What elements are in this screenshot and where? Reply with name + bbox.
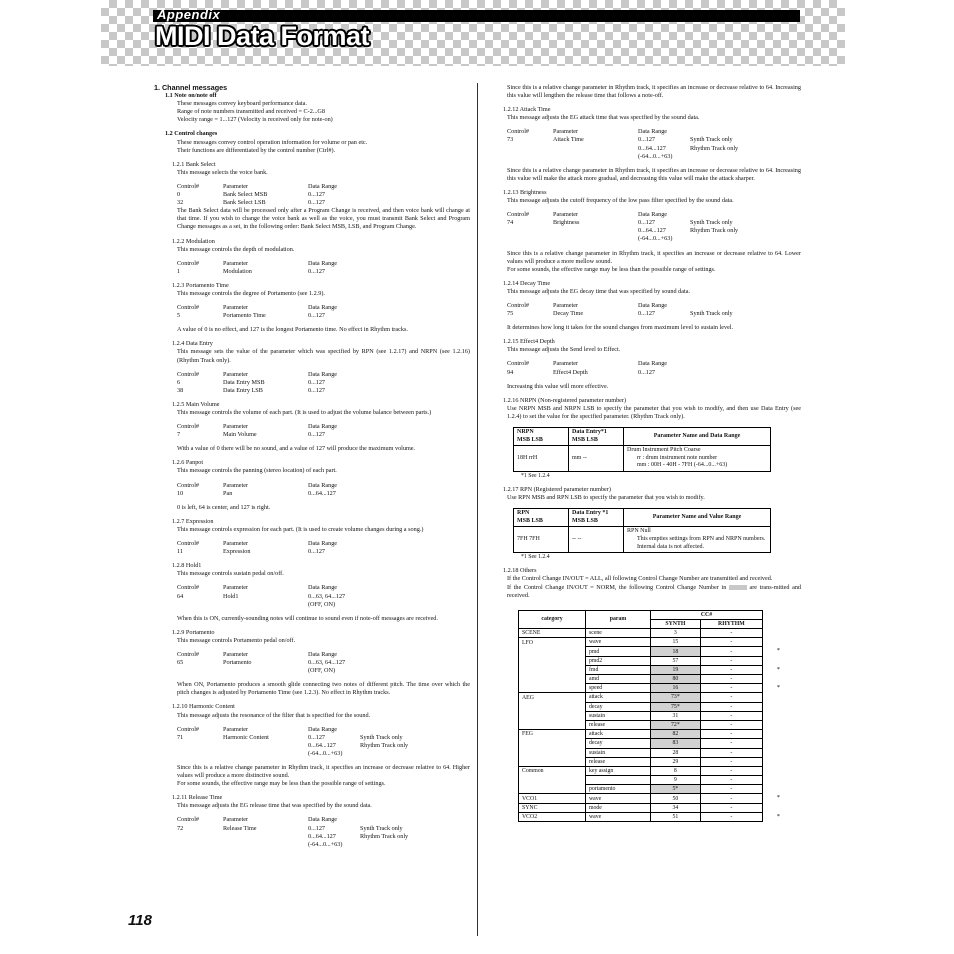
cc-category-cell: AEG [519, 693, 586, 702]
cc-note-star: * [776, 812, 780, 820]
cc-rhythm-cell: - [700, 656, 762, 665]
cc-rhythm-cell: - [700, 675, 762, 684]
item-desc: This message controls the depth of modulation. [177, 245, 295, 253]
cc-header-param: param [586, 610, 651, 628]
item-desc: If the Control Change IN/OUT = NORM, the following Control Change Number in are trans-mitted and received. [507, 583, 802, 599]
item-title: 1.2.4 Data Entry [172, 340, 213, 348]
left-column [150, 84, 470, 849]
cc-param-cell: sustain [586, 748, 651, 757]
cc-rhythm-cell: - * [700, 684, 762, 693]
subsection-heading: 1.1 Note on/note off [165, 92, 217, 100]
item-desc: This message adjusts the EG release time that was specified by the sound data. [177, 802, 372, 810]
cc-table-row [519, 766, 763, 775]
item-note: When ON, Portamento produces a smooth glide connecting two notes of different pitch. The time over which the pitch changes is adjusted by Portamento Time (see 1.2.3). No effect in Rhythm tracks. [177, 681, 470, 697]
cc-category-cell: Common [519, 766, 586, 775]
cc-param-cell: attack [586, 693, 651, 702]
cc-category-cell: VCO1 [519, 794, 586, 803]
item-note: A value of 0 is no effect, and 127 is the longest Portamento time. No effect in Rhythm tracks. [177, 326, 408, 334]
cc-param-cell: attack [586, 730, 651, 739]
cc-param-cell: wave [586, 812, 651, 821]
cc-rhythm-cell: - [700, 638, 762, 647]
cc-rhythm-cell: - [700, 629, 762, 638]
item-desc: If the Control Change IN/OUT = ALL, all following Control Change Number are transmitted and received. [507, 575, 773, 583]
item-note: It determines how long it takes for the sound changes from maximum level to sustain level. [507, 324, 734, 332]
cc-category-cell [519, 748, 586, 757]
cc-table-row [519, 675, 763, 684]
cc-rhythm-cell: - [700, 748, 762, 757]
cc-synth-cell: 8 [651, 766, 701, 775]
cc-table-row [519, 720, 763, 729]
item-desc: This message adjusts the Send level to Effect. [507, 346, 621, 354]
control-table: Control# Parameter Data Range 64 Hold1 0...63, 64...127 (OFF, ON) [177, 584, 346, 608]
cc-synth-cell: 31 [651, 711, 701, 720]
cc-rhythm-cell: - [700, 730, 762, 739]
cc-category-cell [519, 757, 586, 766]
item-title: 1.2.14 Decay Time [503, 279, 551, 287]
control-table: Control# Parameter Data Range 72 Release Time 0...127 Synth Track only 0...64...127 Rhythm Track only (-64...0...+63) [177, 816, 409, 848]
cc-param-cell: decay [586, 739, 651, 748]
cc-param-cell: portamento [586, 785, 651, 794]
cc-category-cell: FEG [519, 730, 586, 739]
cc-synth-cell: 16 [651, 684, 701, 693]
item-title: 1.2.18 Others [503, 567, 537, 575]
control-table: Control# Parameter Data Range 65 Portamento 0...63, 64...127 (OFF, ON) [177, 650, 346, 675]
item-note: With a value of 0 there will be no sound, and a value of 127 will produce the maximum volume. [177, 445, 416, 453]
item-note: Since this is a relative change parameter in Rhythm track, it specifies an increase or decrease relative to 64. Lower values will produce a more mellow sound. [507, 249, 801, 265]
item-desc: This message controls the degree of Portamento (see 1.2.9). [177, 289, 325, 297]
cc-rhythm-cell: - [700, 757, 762, 766]
cc-table-row [519, 748, 763, 757]
cc-param-cell: pmd2 [586, 656, 651, 665]
nrpn-table: NRPN MSB LSB Data Entry*1 MSB LSB Parameter Name and Data Range 18H rrH mm -- Drum Instrument Pitch Coarse rr : drum instrument note number mm : 00H - 40H - 7FH (-64...0...+63) [513, 427, 771, 472]
item-desc: Use RPN MSB and RPN LSB to specify the parameter that you wish to modify. [507, 494, 705, 502]
cc-category-cell [519, 776, 586, 785]
right-column [503, 84, 801, 822]
cc-synth-cell: 73* [651, 693, 701, 702]
cc-synth-cell: 9 [651, 776, 701, 785]
item-desc: This message adjusts the resonance of the filter that is specified for the sound. [177, 711, 371, 719]
cc-param-cell: sustain [586, 711, 651, 720]
text-line: These messages convey control operation information for volume or pan etc. [177, 138, 368, 146]
item-note: The Bank Select data will be processed only after a Program Change is received, and then voice bank will change at that time. If you wish to change the voice bank as well as the voice, you must transmit Bank Select and Program Change messages as a set, in the following order: Bank Select MSB, LSB, and Program Change. [177, 207, 470, 231]
cc-param-cell: release [586, 757, 651, 766]
cc-table-row [519, 730, 763, 739]
cc-synth-cell: 34 [651, 803, 701, 812]
cc-param-cell: speed [586, 684, 651, 693]
item-title: 1.2.3 Portamento Time [172, 281, 229, 289]
cc-header-synth: SYNTH [651, 619, 701, 628]
cc-rhythm-cell: - [700, 720, 762, 729]
cc-synth-cell: 19 [651, 665, 701, 674]
cc-param-cell: fmd [586, 665, 651, 674]
cc-table-row [519, 794, 763, 803]
cc-category-cell [519, 684, 586, 693]
cc-category-cell [519, 675, 586, 684]
cc-synth-cell: 29 [651, 757, 701, 766]
text-line: Velocity range = 1...127 (Velocity is received only for note-on) [177, 116, 333, 124]
cc-synth-cell: 15 [651, 638, 701, 647]
cc-synth-cell: 5* [651, 785, 701, 794]
cc-rhythm-cell: - [700, 776, 762, 785]
page-number: 118 [128, 912, 152, 929]
cc-synth-cell: 50 [651, 794, 701, 803]
item-note: 0 is left, 64 is center, and 127 is right. [177, 503, 271, 511]
cc-rhythm-cell: - [700, 702, 762, 711]
item-desc: This message adjusts the cutoff frequency of the low pass filter specified by the sound data. [507, 197, 734, 205]
rpn-table: RPN MSB LSB Data Entry *1 MSB LSB Parameter Name and Value Range 7FH 7FH -- -- RPN Null This empties settings from RPN and NRPN numbers. Internal data is not affected. [513, 508, 771, 553]
item-title: 1.2.16 NRPN (Non-registered parameter number) [503, 396, 627, 404]
cc-rhythm-cell: - [700, 739, 762, 748]
item-desc: This message adjusts the EG decay time that was specified by sound data. [507, 287, 690, 295]
item-title: 1.2.15 Effect4 Depth [503, 338, 555, 346]
item-title: 1.2.9 Portamento [172, 628, 215, 636]
cc-table-row [519, 803, 763, 812]
cc-synth-cell: 57 [651, 656, 701, 665]
cc-table-row [519, 665, 763, 674]
cc-synth-cell: 82 [651, 730, 701, 739]
cc-rhythm-cell: - [700, 766, 762, 775]
cc-param-cell: wave [586, 794, 651, 803]
cc-param-cell: scene [586, 629, 651, 638]
cc-category-cell [519, 720, 586, 729]
item-desc: Use NRPN MSB and NRPN LSB to specify the parameter that you wish to modify, and then use Data Entry (see 1.2.4) to set the value for the specified parameter. (Rhythm Track only). [507, 404, 801, 420]
item-note: When this is ON, currently-sounding notes will continue to sound even if note-off messages are received. [177, 614, 438, 622]
cc-category-cell [519, 702, 586, 711]
cc-table-row [519, 757, 763, 766]
item-desc: This message controls sustain pedal on/off. [177, 570, 284, 578]
cc-table-row [519, 739, 763, 748]
item-title: 1.2.6 Panpot [172, 459, 204, 467]
cc-table-row [519, 785, 763, 794]
cc-table-row [519, 776, 763, 785]
cc-synth-cell: 83 [651, 739, 701, 748]
cc-table-row [519, 638, 763, 647]
cc-note-star: * [776, 684, 780, 692]
item-note: For some sounds, the effective range may be less than the possible range of settings. [177, 780, 386, 788]
grey-legend-swatch [729, 585, 747, 590]
item-note: For some sounds, the effective range may be less than the possible range of settings. [507, 265, 716, 273]
cc-param-cell: decay [586, 702, 651, 711]
control-table: Control# Parameter Data Range 71 Harmonic Content 0...127 Synth Track only 0...64...127 Rhythm Track only (-64...0...+63) [177, 725, 409, 757]
section-heading: 1. Channel messages [154, 83, 228, 92]
cc-header-rhythm: RHYTHM [700, 619, 762, 628]
control-table: Control# Parameter Data Range 0 Bank Select MSB 0...127 32 Bank Select LSB 0...127 [177, 182, 338, 207]
cc-category-cell [519, 711, 586, 720]
item-desc: This message controls Portamento pedal on/off. [177, 636, 296, 644]
footnote: *1 See 1.2.4 [521, 554, 550, 561]
control-table: Control# Parameter Data Range 73 Attack Time 0...127 Synth Track only 0...64...127 Rhythm Track only (-64...0...+63) [507, 128, 739, 160]
appendix-label: Appendix [157, 7, 221, 22]
cc-table-row [519, 684, 763, 693]
item-title: 1.2.17 RPN (Registered parameter number) [503, 486, 611, 494]
control-table: Control# Parameter Data Range 11 Expression 0...127 [177, 540, 338, 556]
cc-rhythm-cell: - * [700, 665, 762, 674]
item-desc: This message controls the volume of each part. (It is used to adjust the volume balance between parts.) [177, 409, 432, 416]
cc-synth-cell: 72* [651, 720, 701, 729]
cc-table-row [519, 647, 763, 656]
column-divider [477, 83, 478, 936]
cc-synth-cell: 28 [651, 748, 701, 757]
cc-category-cell [519, 647, 586, 656]
cc-category-cell [519, 656, 586, 665]
cc-rhythm-cell: - * [700, 647, 762, 656]
cc-table-row [519, 812, 763, 821]
control-table: Control# Parameter Data Range 75 Decay Time 0...127 Synth Track only [507, 301, 733, 318]
item-desc: This message selects the voice bank. [177, 168, 268, 176]
control-table: Control# Parameter Data Range 5 Portamento Time 0...127 [177, 304, 338, 320]
cc-category-cell: VCO2 [519, 812, 586, 821]
page-title: MIDI Data Format [155, 21, 370, 51]
cc-param-cell: amd [586, 675, 651, 684]
control-table: Control# Parameter Data Range 74 Brightness 0...127 Synth Track only 0...64...127 Rhythm Track only (-64...0...+63) [507, 211, 739, 243]
cc-synth-cell: 51 [651, 812, 701, 821]
text-line: Range of note numbers transmitted and received = C-2...G8 [177, 108, 325, 116]
cc-rhythm-cell: - * [700, 812, 762, 821]
item-title: 1.2.11 Release Time [172, 794, 223, 802]
cc-category-cell: SYNC [519, 803, 586, 812]
item-title: 1.2.10 Harmonic Content [172, 703, 235, 711]
item-title: 1.2.7 Expression [172, 517, 214, 525]
cc-param-cell: key assign [586, 766, 651, 775]
cc-param-cell: pmd [586, 647, 651, 656]
cc-param-cell: wave [586, 638, 651, 647]
item-desc: This message sets the value of the parameter which was specified by RPN (see 1.2.17) and NRPN (see 1.2.16) (Rhythm Track only). [177, 348, 470, 364]
item-title: 1.2.13 Brightness [503, 188, 547, 196]
item-note: Since this is a relative change parameter in Rhythm track, it specifies an increase or decrease relative to 64. Increasing this value will lengthen the release time that follows a note-off. [507, 84, 801, 100]
item-note: Since this is a relative change parameter in Rhythm track, it specifies an increase or decrease relative to 64. Increasing this value will make the attack more gradual, and decreasing this value will make the attack sharper. [507, 166, 801, 182]
cc-rhythm-cell: - [700, 785, 762, 794]
cc-category-cell: LFO [519, 638, 586, 647]
cc-rhythm-cell: - [700, 693, 762, 702]
cc-note-star: * [776, 794, 780, 802]
cc-param-cell [586, 776, 651, 785]
item-title: 1.2.12 Attack Time [503, 106, 551, 114]
item-title: 1.2.1 Bank Select [172, 160, 216, 168]
text-line: These messages convey keyboard performance data. [177, 100, 307, 108]
cc-note-star: * [776, 647, 780, 655]
item-title: 1.2.8 Hold1 [172, 562, 202, 570]
cc-table [518, 610, 780, 822]
subsection-heading: 1.2 Control changes [165, 130, 218, 138]
item-note: Increasing this value will more effective. [507, 382, 609, 390]
cc-category-cell [519, 739, 586, 748]
cc-table-row [519, 693, 763, 702]
cc-header-cc: CC# [651, 610, 763, 619]
footnote: *1 See 1.2.4 [521, 472, 550, 479]
cc-category-cell [519, 785, 586, 794]
cc-table-row [519, 711, 763, 720]
cc-category-cell [519, 665, 586, 674]
control-table: Control# Parameter Data Range 10 Pan 0...64...127 [177, 481, 338, 497]
text-line: Their functions are differentiated by the control number (Ctrl#). [177, 146, 336, 154]
cc-synth-cell: 80 [651, 675, 701, 684]
cc-rhythm-cell: - [700, 803, 762, 812]
cc-category-cell: SCENE [519, 629, 586, 638]
cc-table-row [519, 629, 763, 638]
cc-param-cell: release [586, 720, 651, 729]
item-title: 1.2.2 Modulation [172, 237, 215, 245]
cc-synth-cell: 3 [651, 629, 701, 638]
item-desc: This message controls expression for each part. (It is used to create volume changes during a song.) [177, 525, 424, 533]
control-table: Control# Parameter Data Range 6 Data Entry MSB 0...127 38 Data Entry LSB 0...127 [177, 370, 338, 394]
control-table: Control# Parameter Data Range 94 Effect4 Depth 0...127 [507, 360, 668, 376]
cc-synth-cell: 75* [651, 702, 701, 711]
cc-table-row [519, 656, 763, 665]
item-title: 1.2.5 Main Volume [172, 400, 220, 408]
cc-synth-cell: 18 [651, 647, 701, 656]
cc-rhythm-cell: - * [700, 794, 762, 803]
cc-param-cell: mode [586, 803, 651, 812]
item-note: Since this is a relative change parameter in Rhythm track, it specifies an increase or decrease relative to 64. Higher values will produce a more distinctive sound. [177, 764, 470, 780]
control-table: Control# Parameter Data Range 1 Modulation 0...127 [177, 259, 338, 275]
cc-rhythm-cell: - [700, 711, 762, 720]
cc-table-row [519, 702, 763, 711]
cc-header-category: category [519, 610, 586, 628]
item-desc: This message controls the panning (stereo location) of each part. [177, 467, 337, 475]
cc-table-wrap [503, 610, 801, 822]
cc-note-star: * [776, 665, 780, 673]
item-desc: This message adjusts the EG attack time that was specified by the sound data. [507, 114, 700, 122]
control-table: Control# Parameter Data Range 7 Main Volume 0...127 [177, 423, 338, 439]
